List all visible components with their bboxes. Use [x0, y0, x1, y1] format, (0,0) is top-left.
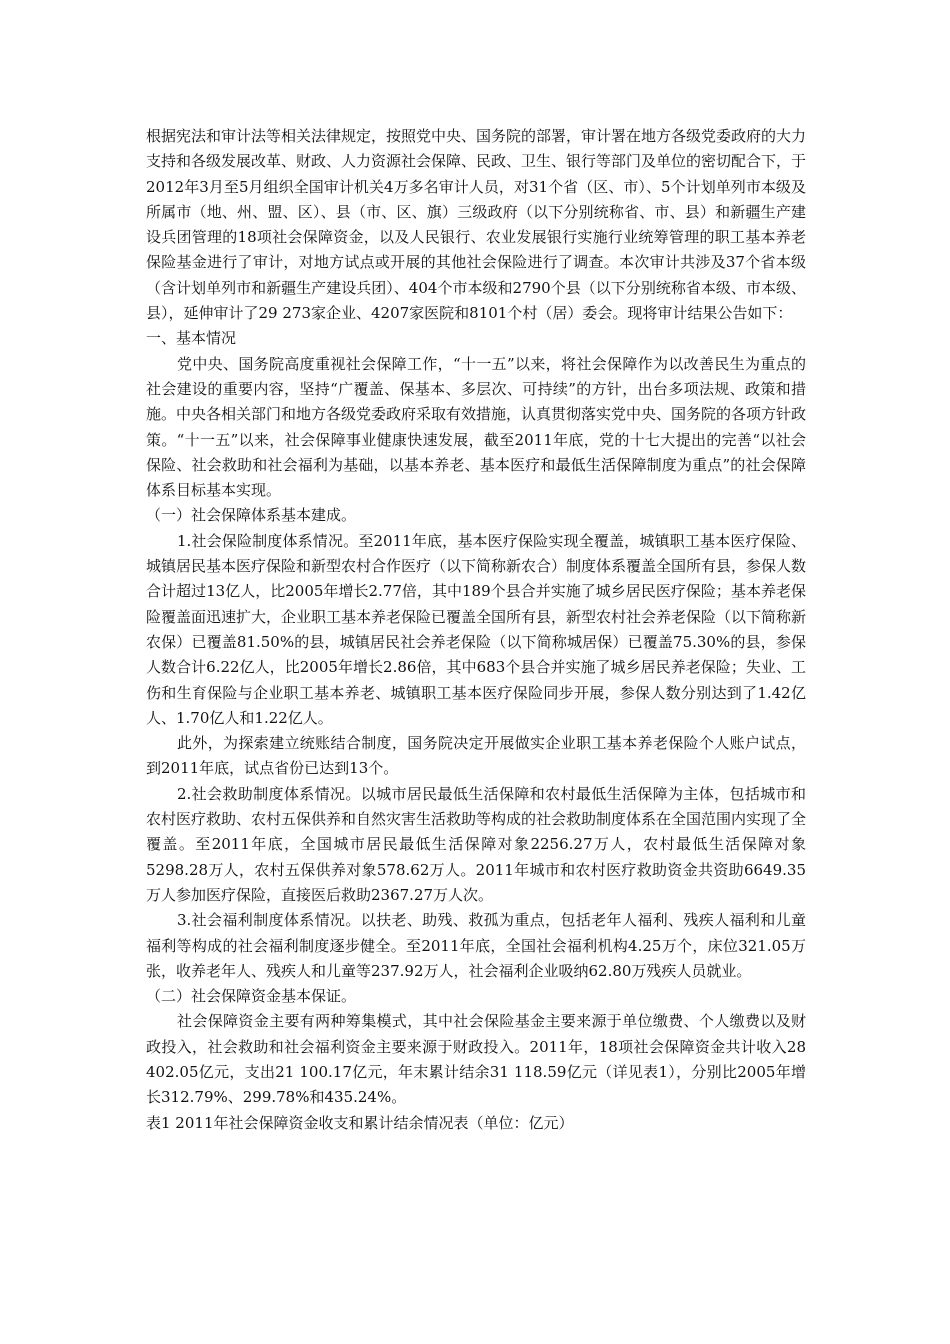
pilot-paragraph: 此外，为探索建立统账结合制度，国务院决定开展做实企业职工基本养老保险个人账户试点，到2011年底，试点省份已达到13个。 [146, 734, 806, 778]
funds-paragraph: 社会保障资金主要有两种筹集模式，其中社会保险基金主要来源于单位缴费、个人缴费以及财政投入，社会救助和社会福利资金主要来源于财政投入。2011年，18项社会保障资金共计收入28 402.05亿元，支出21 100.17亿元，年末累计结余31 118.59亿元（详见表1），分别比2005年增长312.79%、299.78%和435.24%。 [146, 1012, 806, 1107]
document-body [146, 124, 806, 1136]
subheading-system-built: （一）社会保障体系基本建成。 [146, 506, 357, 525]
social-assistance-paragraph: 2.社会救助制度体系情况。以城市居民最低生活保障和农村最低生活保障为主体，包括城市和农村医疗救助、农村五保供养和自然灾害生活救助等构成的社会救助制度体系在全国范围内实现了全覆盖。至2011年底，全国城市居民最低生活保障对象2256.27万人，农村最低生活保障对象5298.28万人，农村五保供养对象578.62万人。2011年城市和农村医疗救助资金共资助6649.35万人参加医疗保险，直接医后救助2367.27万人次。 [146, 784, 807, 904]
social-insurance-paragraph: 1.社会保险制度体系情况。至2011年底，基本医疗保险实现全覆盖，城镇职工基本医疗保险、城镇居民基本医疗保险和新型农村合作医疗（以下简称新农合）制度体系覆盖全国所有县，参保人数合计超过13亿人，比2005年增长2.77倍，其中189个县合并实施了城乡居民医疗保险；基本养老保险覆盖面迅速扩大，企业职工基本养老保险已覆盖全国所有县，新型农村社会养老保险（以下简称新农保）已覆盖81.50%的县，城镇居民社会养老保险（以下简称城居保）已覆盖75.30%的县，参保人数合计6.22亿人，比2005年增长2.86倍，其中683个县合并实施了城乡居民养老保险；失业、工伤和生育保险与企业职工基本养老、城镇职工基本医疗保险同步开展，参保人数分别达到了1.42亿人、1.70亿人和1.22亿人。 [146, 531, 807, 727]
subheading-funds-guaranteed: （二）社会保障资金基本保证。 [146, 987, 357, 1006]
intro-paragraph: 根据宪法和审计法等相关法律规定，按照党中央、国务院的部署，审计署在地方各级党委政府的大力支持和各级发展改革、财政、人力资源社会保障、民政、卫生、银行等部门及单位的密切配合下，于2012年3月至5月组织全国审计机关4万多名审计人员，对31个省（区、市）、5个计划单列市本级及所属市（地、州、盟、区）、县（市、区、旗）三级政府（以下分别统称省、市、县）和新疆生产建设兵团管理的18项社会保障资金，以及人民银行、农业发展银行实施行业统筹管理的职工基本养老保险基金进行了审计，对地方试点或开展的其他社会保险进行了调查。本次审计共涉及37个省本级（含计划单列市和新疆生产建设兵团）、404个市本级和2790个县（以下分别统称省本级、市本级、县），延伸审计了29 273家企业、4207家医院和8101个村（居）委会。现将审计结果公告如下： [146, 127, 807, 323]
section-heading-basic-situation: 一、基本情况 [146, 329, 237, 348]
table-caption: 表1 2011年社会保障资金收支和累计结余情况表（单位：亿元） [146, 1113, 574, 1132]
social-welfare-paragraph: 3.社会福利制度体系情况。以扶老、助残、救孤为重点，包括老年人福利、残疾人福利和儿童福利等构成的社会福利制度逐步健全。至2011年底，全国社会福利机构4.25万个，床位321.05万张，收养老年人、残疾人和儿童等237.92万人，社会福利企业吸纳62.80万残疾人员就业。 [146, 911, 806, 980]
overview-paragraph: 党中央、国务院高度重视社会保障工作，“十一五”以来，将社会保障作为以改善民生为重点的社会建设的重要内容，坚持“广覆盖、保基本、多层次、可持续”的方针，出台多项法规、政策和措施。中央各相关部门和地方各级党委政府采取有效措施，认真贯彻落实党中央、国务院的各项方针政策。“十一五”以来，社会保障事业健康快速发展，截至2011年底，党的十七大提出的完善“以社会保险、社会救助和社会福利为基础，以基本养老、基本医疗和最低生活保障制度为重点”的社会保障体系目标基本实现。 [146, 354, 807, 500]
